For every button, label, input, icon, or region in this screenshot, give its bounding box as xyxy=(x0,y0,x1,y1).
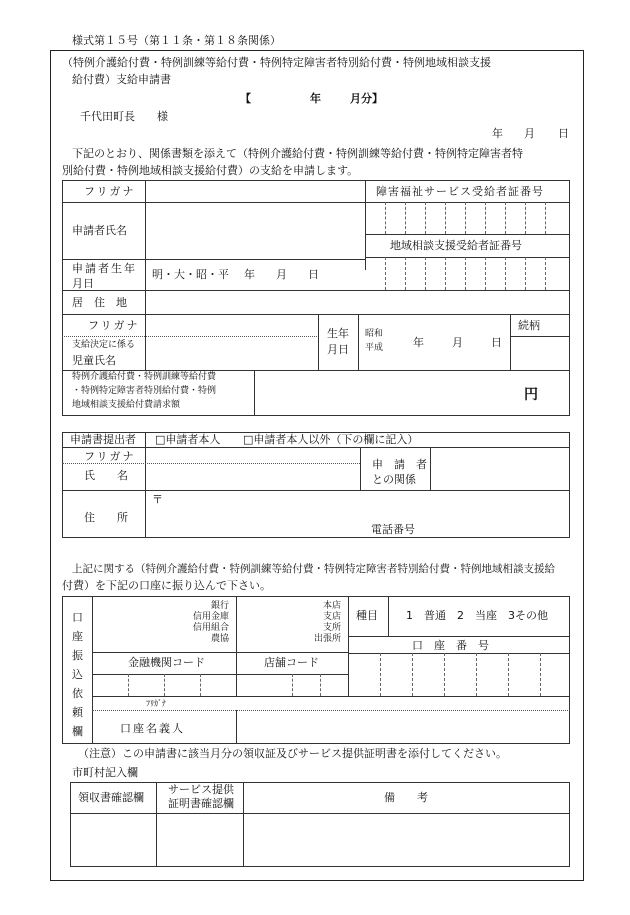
bank-type-kumiai: 信用組合 xyxy=(193,623,230,633)
amount-label-2: ・特例特定障害者特別給付費・特例 xyxy=(72,386,217,396)
child-dob-label: 生年 xyxy=(327,327,349,340)
bank-side-label-7: 欄 xyxy=(72,725,83,738)
intro-text: 下記のとおり、関係書類を添えて（特例介護給付費・特例訓練等給付費・特例特定障害者特 xyxy=(72,147,523,160)
bank-side-label-2: 座 xyxy=(72,630,83,643)
child-dob-month: 月 xyxy=(452,336,463,349)
bank-side-label-3: 振 xyxy=(72,649,83,662)
relation-to-applicant-2: との関係 xyxy=(372,473,416,486)
city-table xyxy=(70,782,570,867)
intro-text-2: 別給付費・特例地域相談支援給付費）の支給を申請します。 xyxy=(62,164,359,177)
bank-code-label: 金融機関コード xyxy=(128,656,205,669)
city-section-title: 市町村記入欄 xyxy=(72,766,138,779)
transfer-text: 上記に関する（特例介護給付費・特例訓練等給付費・特例特定障害者特別給付費・特例地域相談支援給 xyxy=(72,563,555,575)
branch-type-branch: 支店 xyxy=(323,612,342,622)
relation-label: 続柄 xyxy=(518,319,540,332)
holder-kana-label: ﾌﾘｶﾞﾅ xyxy=(146,699,166,708)
date-month: 月 xyxy=(524,127,535,140)
account-number-label: 口 座 番 号 xyxy=(412,639,489,652)
submitter-other-checkbox[interactable]: □申請者本人以外（下の欄に記入） xyxy=(243,433,419,446)
dob-year: 年 xyxy=(244,268,255,281)
branch-type-main: 本店 xyxy=(323,601,342,611)
postal-mark: 〒 xyxy=(152,493,163,506)
submitter-self-checkbox[interactable]: □申請者本人 xyxy=(155,433,221,446)
child-furigana: フリガナ xyxy=(88,319,140,332)
area-cert-label: 地域相談支援受給者証番号 xyxy=(390,239,522,252)
bank-type-bank: 銀行 xyxy=(211,601,230,611)
bank-side-label-6: 頼 xyxy=(72,706,83,719)
date-year: 年 xyxy=(492,127,503,140)
form-title-2: 給付費）支給申請書 xyxy=(72,73,171,86)
account-type-options: 1 普通 2 当座 3その他 xyxy=(406,609,548,622)
account-holder-label: 口座名義人 xyxy=(120,722,185,735)
child-label-2: 児童氏名 xyxy=(72,354,116,367)
submitter-furigana: フリガナ xyxy=(84,450,136,463)
relation-to-applicant: 申 請 者 xyxy=(372,458,427,471)
month-label: 月分】 xyxy=(350,92,383,105)
era-heisei: 平成 xyxy=(365,343,384,353)
child-dob-day: 日 xyxy=(491,336,502,349)
era-showa: 昭和 xyxy=(365,329,384,339)
applicant-furigana: フリガナ xyxy=(84,185,136,198)
branch-type-sub: 出張所 xyxy=(314,634,342,644)
child-dob-year: 年 xyxy=(413,336,424,349)
dob-era: 明・大・昭・平 xyxy=(152,268,229,281)
bank-side-label-5: 依 xyxy=(72,687,83,700)
address-label: 居 住 地 xyxy=(72,296,127,309)
dob-label-2: 月日 xyxy=(72,277,94,290)
child-label: 支給決定に係る xyxy=(72,340,136,350)
dob-month: 月 xyxy=(276,268,287,281)
branch-code-label: 店舗コード xyxy=(264,656,319,669)
branch-type-office: 支所 xyxy=(323,623,342,633)
dob-label: 申請者生年 xyxy=(72,262,137,275)
child-dob-label-2: 月日 xyxy=(327,343,349,356)
form-number: 様式第１５号（第１１条・第１８条関係） xyxy=(72,34,281,47)
submitter-address-label: 住 所 xyxy=(84,511,128,524)
addressee: 千代田町長 様 xyxy=(80,110,168,123)
transfer-text-2: 付費）を下記の口座に振り込んで下さい。 xyxy=(62,579,271,592)
remarks-label: 備 考 xyxy=(384,791,428,804)
service-check-label-2: 証明書確認欄 xyxy=(168,797,234,810)
yen-unit: 円 xyxy=(524,387,538,403)
bank-side-label-4: 込 xyxy=(72,668,83,681)
bank-type-nokyo: 農協 xyxy=(211,634,230,644)
submitter-name-label: 氏 名 xyxy=(84,469,128,482)
form-title: （特例介護給付費・特例訓練等給付費・特例特定障害者特別給付費・特例地域相談支援 xyxy=(62,56,491,69)
amount-label-3: 地域相談支援給付費請求額 xyxy=(72,400,181,410)
receipt-check-label: 領収書確認欄 xyxy=(78,791,144,804)
service-cert-label: 障害福祉サービス受給者証番号 xyxy=(376,185,544,198)
attachment-note: （注意）この申請書に該当月分の領収証及びサービス提供証明書を添付してください。 xyxy=(78,747,507,760)
bank-side-label-1: 口 xyxy=(72,611,83,624)
amount-label: 特例介護給付費・特例訓練等給付費 xyxy=(72,372,217,382)
submitter-label: 申請書提出者 xyxy=(70,433,136,446)
month-open: 【 xyxy=(240,92,251,105)
bank-type-shinkin: 信用金庫 xyxy=(193,612,230,622)
date-day: 日 xyxy=(558,127,569,140)
month-year: 年 xyxy=(310,92,321,105)
applicant-name-label: 申請者氏名 xyxy=(72,224,127,237)
account-type-label: 種目 xyxy=(356,609,378,622)
dob-day: 日 xyxy=(308,268,319,281)
phone-label: 電話番号 xyxy=(371,523,415,536)
service-check-label: サービス提供 xyxy=(168,783,234,796)
